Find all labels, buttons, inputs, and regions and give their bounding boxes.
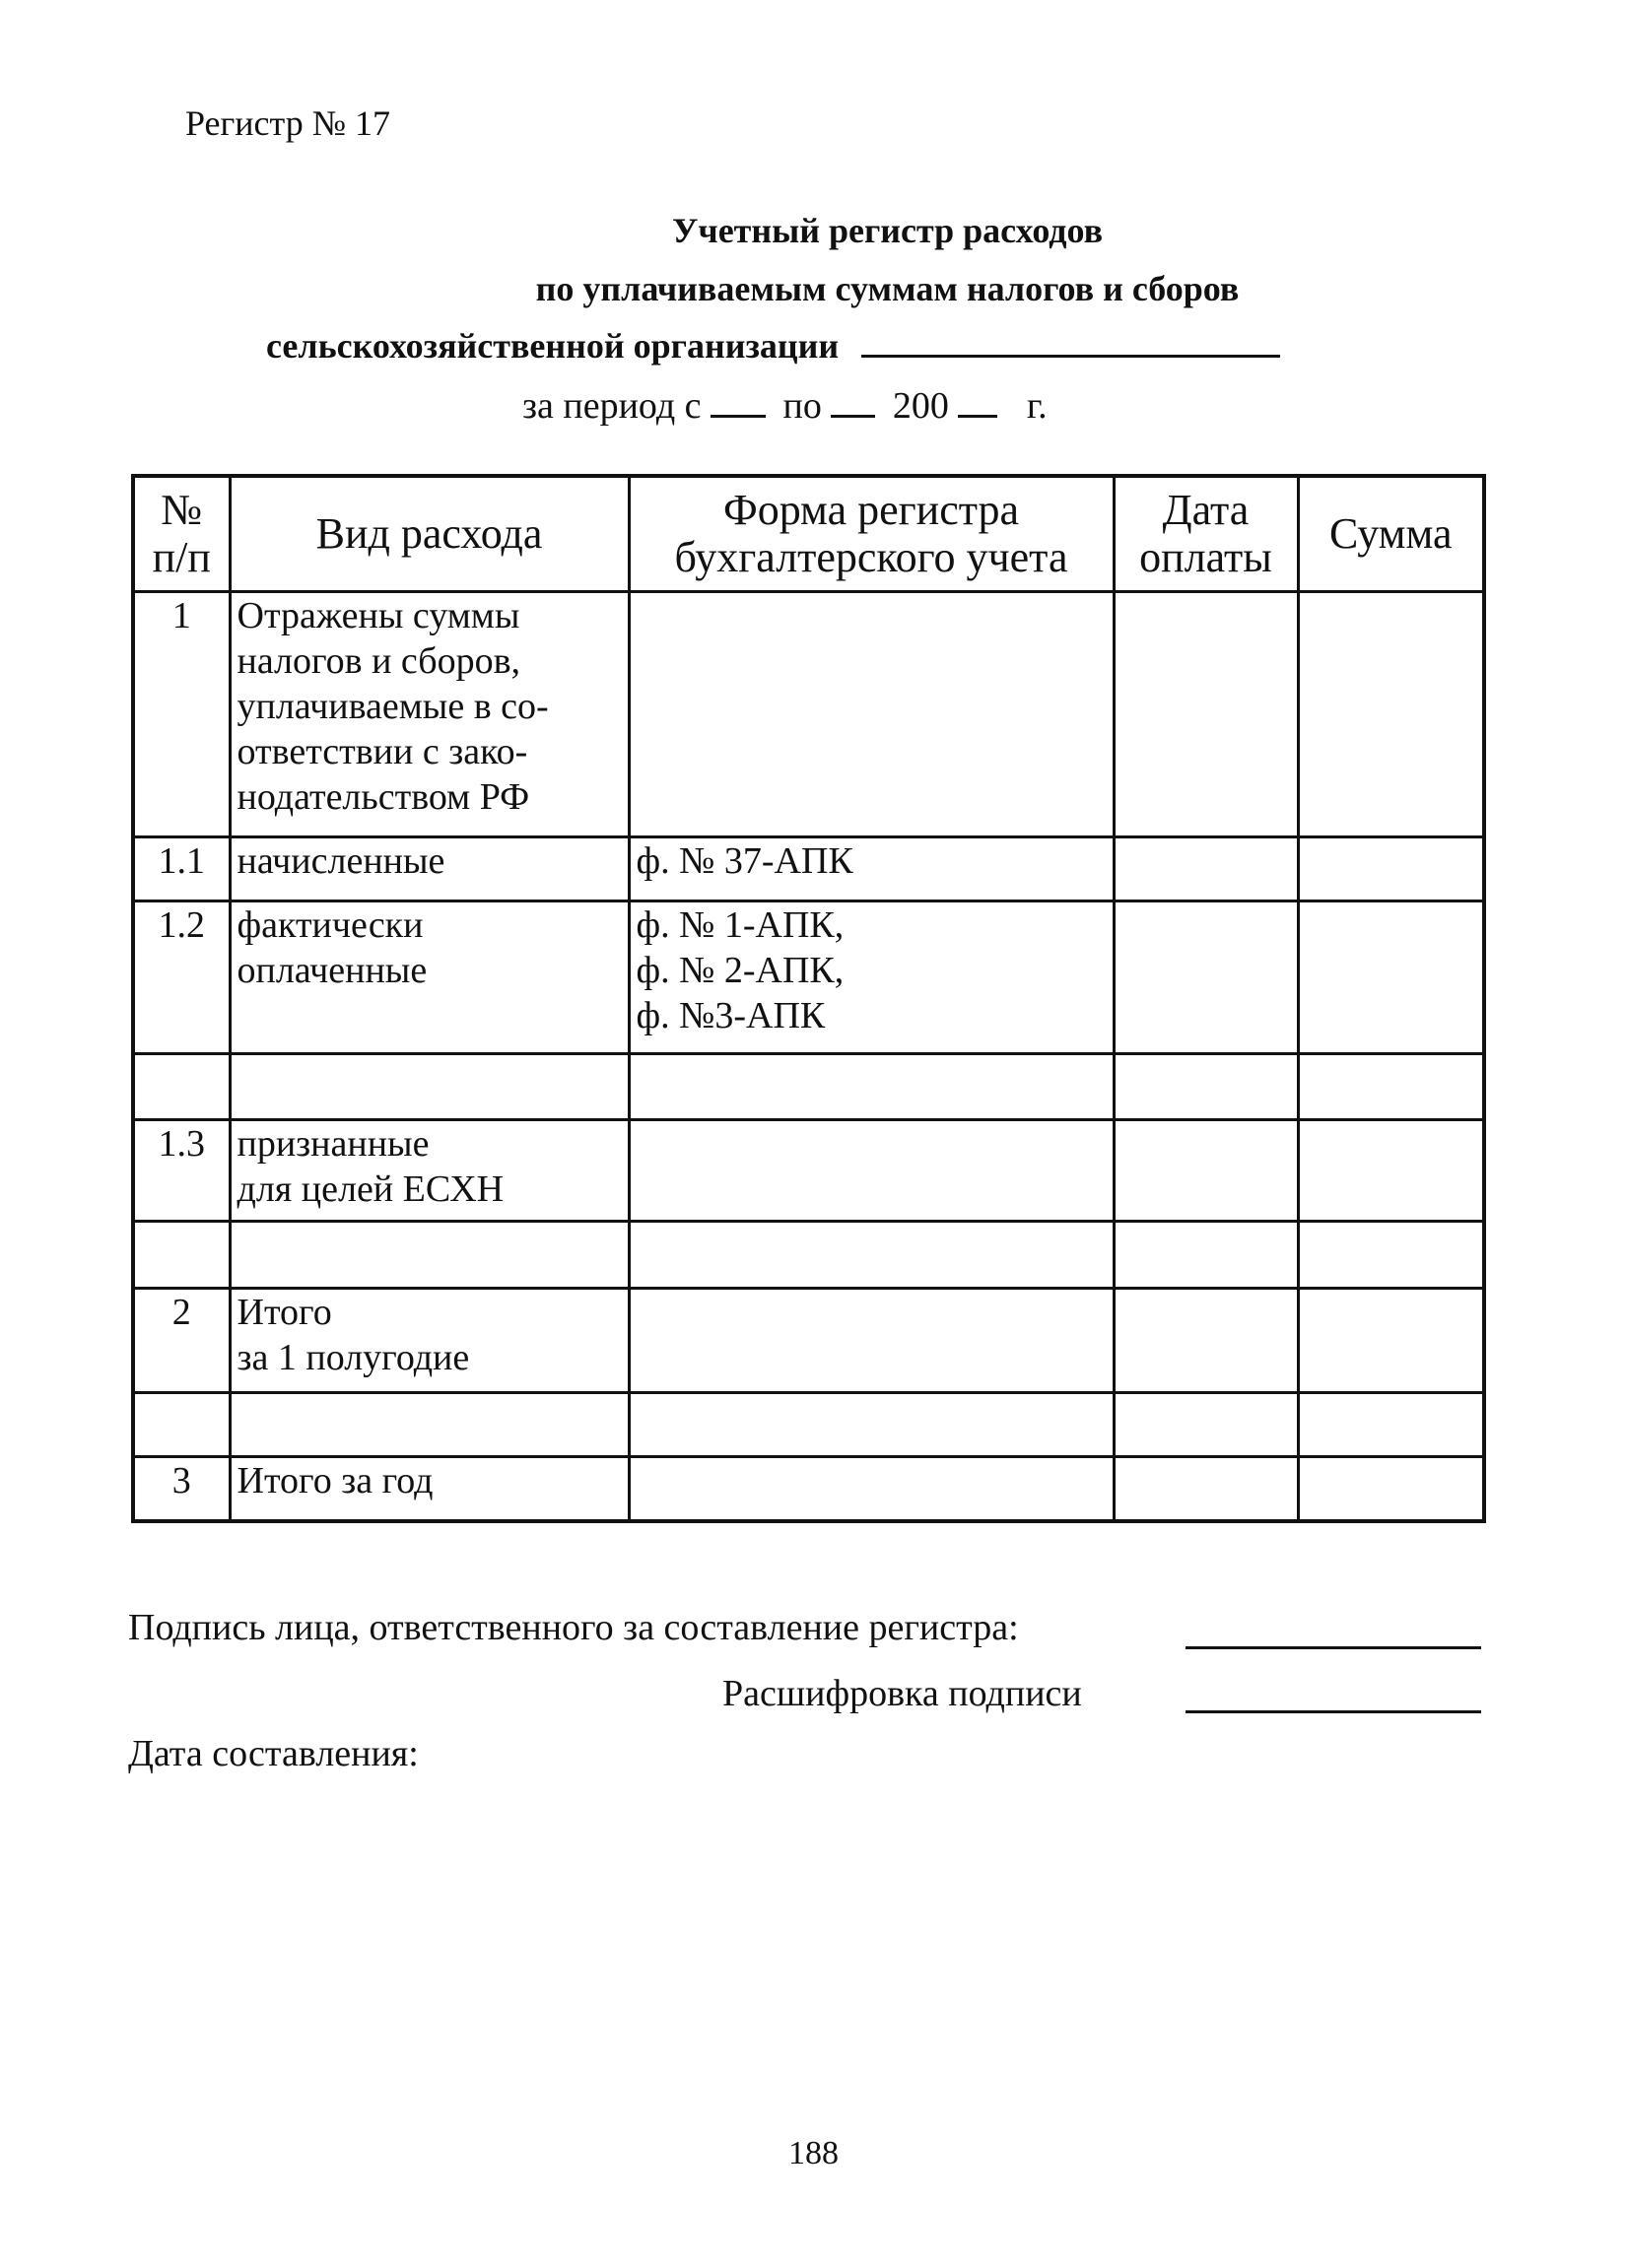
row-sum: [1298, 591, 1484, 836]
row-num: 1: [133, 591, 230, 836]
row-sum: [1298, 836, 1484, 901]
row-num: 2: [133, 1288, 230, 1392]
row-form: [629, 591, 1114, 836]
row-num: 1.2: [133, 901, 230, 1053]
row-num: [133, 1221, 230, 1288]
row-type: признанные для целей ЕСХН: [230, 1119, 629, 1221]
table-row: [133, 1119, 1484, 1221]
row-date: [1114, 1053, 1298, 1119]
table-row: [133, 1392, 1484, 1456]
decode-blank: [1186, 1709, 1481, 1713]
row-type: Отражены суммы налогов и сборов, уплачиваемые в со- ответствии с зако- нодательством РФ: [230, 591, 629, 836]
row-num: 1.1: [133, 836, 230, 901]
register-number: Регистр № 17: [185, 103, 391, 143]
signature-blank: [1186, 1645, 1481, 1649]
header-type: Вид расхода: [230, 476, 629, 591]
row-date: [1114, 1119, 1298, 1221]
table-row: [133, 1221, 1484, 1288]
row-type: фактически оплаченные: [230, 901, 629, 1053]
period-from-blank: [711, 414, 766, 418]
row-date: [1114, 1456, 1298, 1521]
header-date: Дата оплаты: [1114, 476, 1298, 591]
table-row: [133, 591, 1484, 836]
period-line: [522, 384, 1048, 428]
row-date: [1114, 1392, 1298, 1456]
row-type: начисленные: [230, 836, 629, 901]
row-form: [629, 1392, 1114, 1456]
period-year-prefix: 200: [892, 385, 949, 427]
table-row: [133, 1053, 1484, 1119]
title-line-1: Учетный регистр расходов: [671, 211, 1104, 250]
row-type: Итого за год: [230, 1456, 629, 1521]
header-num: № п/п: [133, 476, 230, 591]
table-row: [133, 901, 1484, 1053]
row-date: [1114, 836, 1298, 901]
row-form: ф. № 1-АПК, ф. № 2-АПК, ф. №3-АПК: [629, 901, 1114, 1053]
row-form: [629, 1288, 1114, 1392]
period-year-suffix: г.: [1026, 385, 1048, 427]
row-num: 1.3: [133, 1119, 230, 1221]
row-date: [1114, 1288, 1298, 1392]
row-sum: [1298, 1456, 1484, 1521]
period-year-blank: [958, 414, 997, 418]
row-num: [133, 1053, 230, 1119]
row-form: [629, 1053, 1114, 1119]
title-line-3-text: сельскохозяйственной организации: [266, 326, 840, 366]
row-type: [230, 1221, 629, 1288]
page-number: 188: [788, 2135, 839, 2171]
row-sum: [1298, 1288, 1484, 1392]
register-table: [131, 474, 1486, 1523]
row-sum: [1298, 1221, 1484, 1288]
row-date: [1114, 901, 1298, 1053]
table-row: [133, 1456, 1484, 1521]
row-form: [629, 1221, 1114, 1288]
signature-label: Подпись лица, ответственного за составление регистра:: [128, 1607, 1019, 1648]
period-to-blank: [831, 414, 875, 418]
row-sum: [1298, 1053, 1484, 1119]
row-date: [1114, 1221, 1298, 1288]
row-type: [230, 1053, 629, 1119]
row-form: ф. № 37-АПК: [629, 836, 1114, 901]
row-num: 3: [133, 1456, 230, 1521]
header-sum: Сумма: [1298, 476, 1484, 591]
date-label: Дата составления:: [128, 1733, 419, 1774]
table-row: [133, 1288, 1484, 1392]
row-form: [629, 1119, 1114, 1221]
row-form: [629, 1456, 1114, 1521]
row-sum: [1298, 1392, 1484, 1456]
title-line-2: по уплачиваемым суммам налогов и сборов: [535, 269, 1240, 308]
row-sum: [1298, 901, 1484, 1053]
period-prefix: за период с: [522, 385, 702, 427]
header-row: [133, 476, 1484, 591]
table-row: [133, 836, 1484, 901]
header-form: Форма регистра бухгалтерского учета: [629, 476, 1114, 591]
row-num: [133, 1392, 230, 1456]
row-type: [230, 1392, 629, 1456]
title-line-3: [266, 325, 1280, 367]
organization-blank: [861, 354, 1280, 358]
decode-label: Расшифровка подписи: [722, 1673, 1082, 1714]
row-sum: [1298, 1119, 1484, 1221]
period-to: по: [782, 385, 822, 427]
row-date: [1114, 591, 1298, 836]
row-type: Итого за 1 полугодие: [230, 1288, 629, 1392]
